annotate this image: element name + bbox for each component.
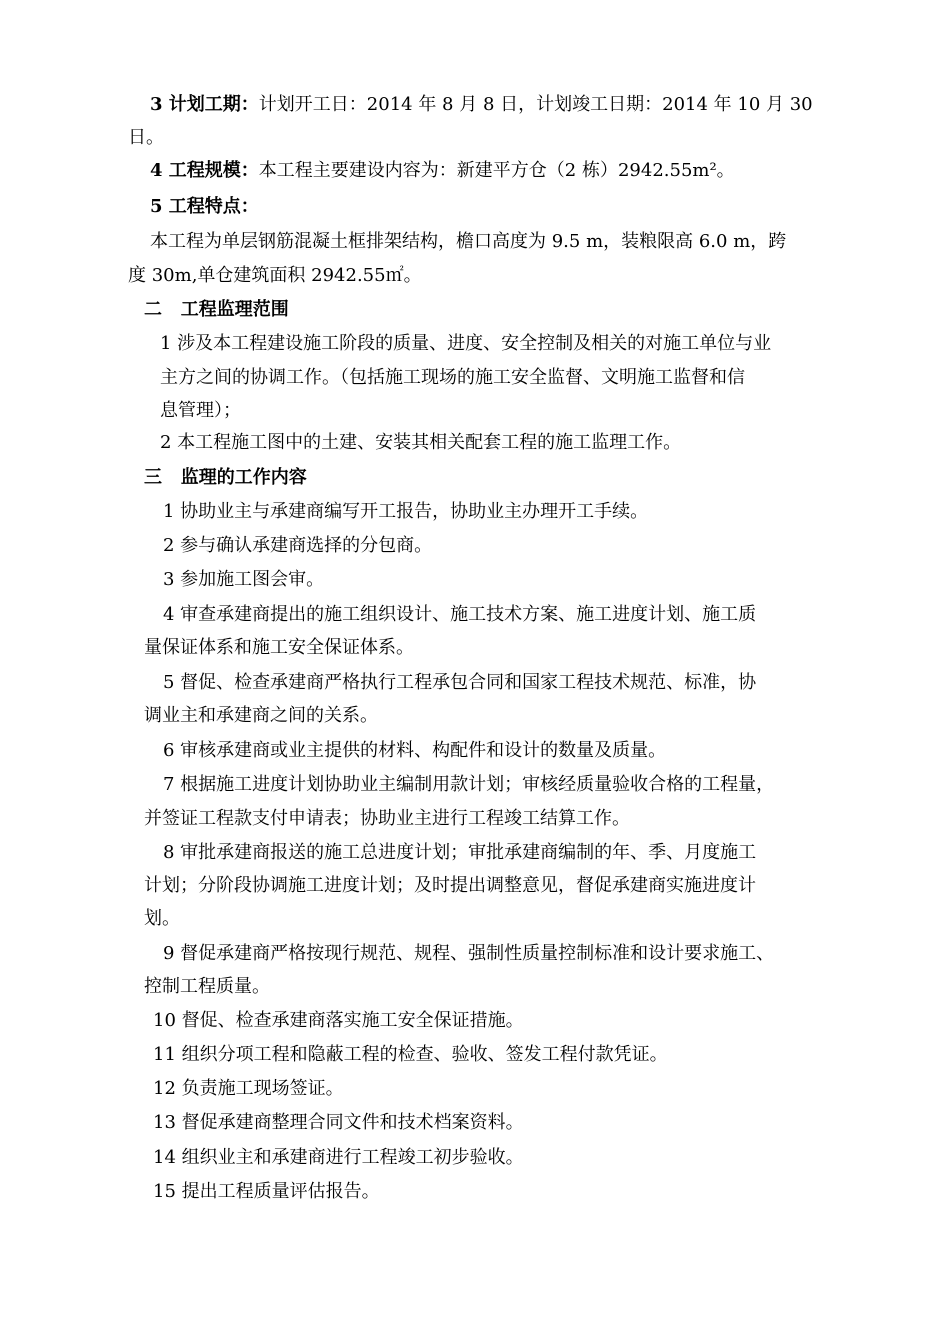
section3-heading: 三 监理的工作内容 (144, 467, 307, 488)
section3-item-3: 3 参加施工图会审。 (163, 569, 325, 590)
features-line-2: 度 30m,单仓建筑面积 2942.55㎡。 (128, 265, 422, 286)
scale-label: 4 工程规模： (150, 160, 259, 181)
section3-item-14: 14 组织业主和承建商进行工程竣工初步验收。 (153, 1147, 524, 1168)
section3-item-6: 6 审核承建商或业主提供的材料、构配件和设计的数量及质量。 (163, 740, 667, 761)
section2-item1-line2: 主方之间的协调工作。（包括施工现场的施工安全监督、文明施工监督和信 (160, 367, 745, 388)
section3-item-5-line1: 5 督促、检查承建商严格执行工程承包合同和国家工程技术规范、标准，协 (163, 672, 757, 693)
section3-item-4-line2: 量保证体系和施工安全保证体系。 (144, 637, 414, 658)
section3-item-1: 1 协助业主与承建商编写开工报告，协助业主办理开工手续。 (163, 501, 649, 522)
section3-item-11: 11 组织分项工程和隐蔽工程的检查、验收、签发工程付款凭证。 (153, 1044, 668, 1065)
section3-item-7-line1: 7 根据施工进度计划协助业主编制用款计划；审核经质量验收合格的工程量， (163, 774, 775, 795)
section3-item-9-line2: 控制工程质量。 (144, 976, 270, 997)
section2-item2: 2 本工程施工图中的土建、安装其相关配套工程的施工监理工作。 (160, 432, 682, 453)
section3-item-4-line1: 4 审查承建商提出的施工组织设计、施工技术方案、施工进度计划、施工质 (163, 604, 757, 625)
schedule-text: 计划开工日：2014 年 8 月 8 日，计划竣工日期：2014 年 10 月 30 (258, 94, 813, 115)
section3-item-8-line3: 划。 (144, 908, 180, 929)
schedule-line-2: 日。 (128, 127, 164, 148)
section3-item-5-line2: 调业主和承建商之间的关系。 (144, 705, 378, 726)
section3-item-2: 2 参与确认承建商选择的分包商。 (163, 535, 433, 556)
section2-heading: 二 工程监理范围 (144, 299, 289, 320)
section2-item1-line1: 1 涉及本工程建设施工阶段的质量、进度、安全控制及相关的对施工单位与业 (160, 333, 772, 354)
section3-item-7-line2: 并签证工程款支付申请表；协助业主进行工程竣工结算工作。 (144, 808, 630, 829)
scale-line (150, 160, 735, 182)
section3-item-8-line2: 计划；分阶段协调施工进度计划；及时提出调整意见，督促承建商实施进度计 (144, 875, 756, 896)
features-label: 5 工程特点： (150, 196, 259, 217)
schedule-label: 3 计划工期： (150, 94, 259, 115)
section3-item-12: 12 负责施工现场签证。 (153, 1078, 344, 1099)
section3-item-15: 15 提出工程质量评估报告。 (153, 1181, 380, 1202)
section2-item1-line3: 息管理）； (160, 400, 241, 421)
section3-item-13: 13 督促承建商整理合同文件和技术档案资料。 (153, 1112, 524, 1133)
schedule-line-1 (150, 94, 813, 116)
section3-item-9-line1: 9 督促承建商严格按现行规范、规程、强制性质量控制标准和设计要求施工、 (163, 943, 775, 964)
section3-item-10: 10 督促、检查承建商落实施工安全保证措施。 (153, 1010, 524, 1031)
features-line-1: 本工程为单层钢筋混凝土框排架结构，檐口高度为 9.5 m，装粮限高 6.0 m，跨 (150, 231, 787, 252)
scale-text: 本工程主要建设内容为：新建平方仓（2 栋）2942.55m²。 (258, 160, 735, 181)
section3-item-8-line1: 8 审批承建商报送的施工总进度计划；审批承建商编制的年、季、月度施工 (163, 842, 757, 863)
